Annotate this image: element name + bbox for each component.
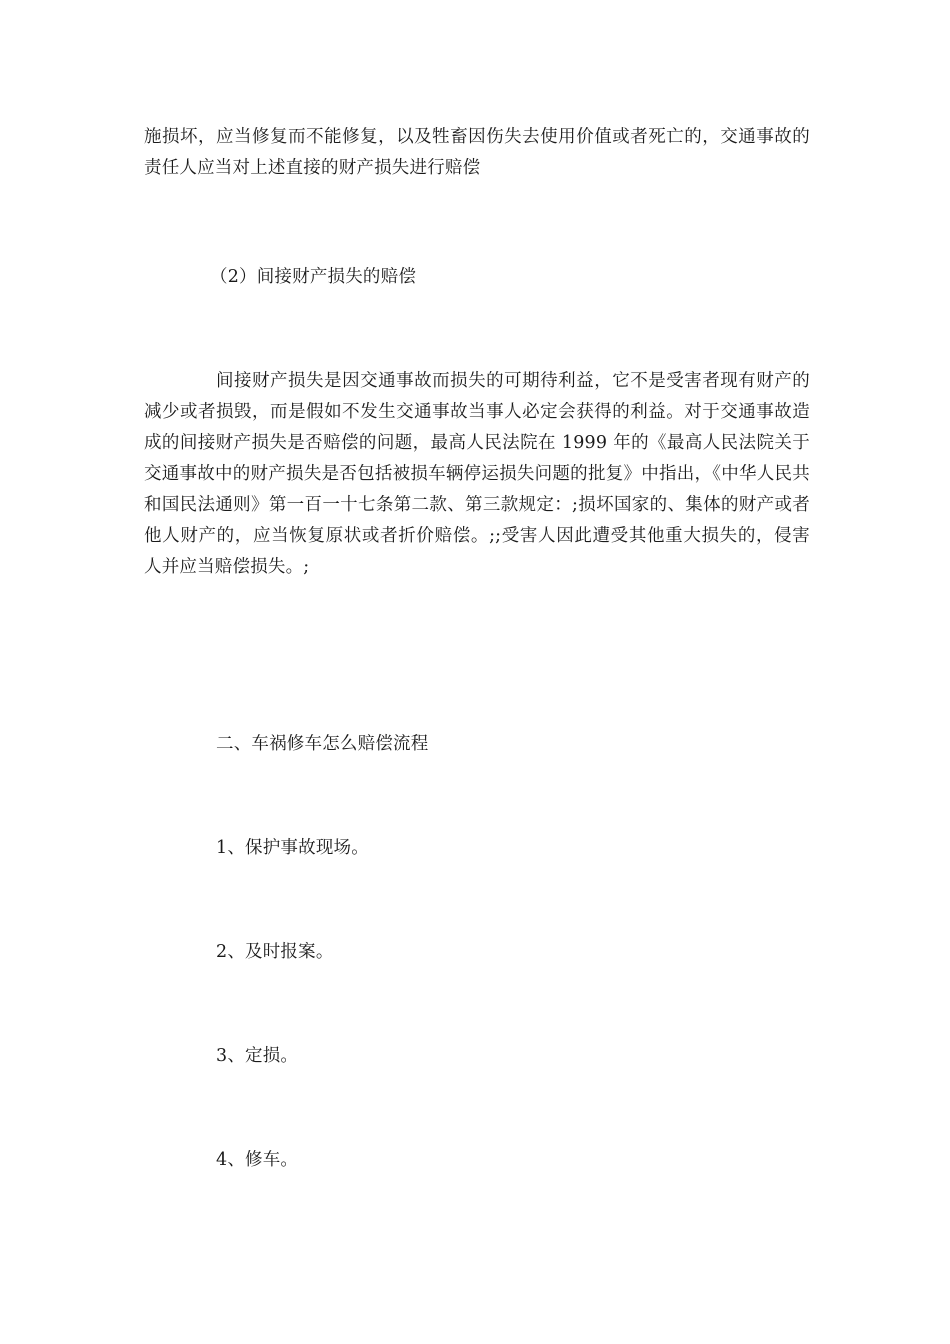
- continuation-paragraph: 施损坏，应当修复而不能修复，以及牲畜因伤失去使用价值或者死亡的，交通事故的责任人应当对上述直接的财产损失进行赔偿: [144, 127, 810, 178]
- indirect-loss-paragraph: 间接财产损失是因交通事故而损失的可期待利益，它不是受害者现有财产的减少或者损毁，而是假如不发生交通事故当事人必定会获得的利益。对于交通事故造成的间接财产损失是否赔偿的问题，最高人民法院在 1999 年的《最高人民法院关于交通事故中的财产损失是否包括被损车辆停运损失问题的批复》中指出，《中华人民共和国民法通则》第一百一十七条第二款、第三款规定：;损坏国家的、集体的财产或者他人财产的，应当恢复原状或者折价赔偿。;;受害人因此遭受其他重大损失的，侵害人并应当赔偿损失。;: [144, 371, 810, 577]
- subheading-indirect-loss: （2）间接财产损失的赔偿: [210, 267, 417, 287]
- step-item: 4、修车。: [216, 1150, 299, 1170]
- step-item: 2、及时报案。: [216, 942, 334, 962]
- step-item: 3、定损。: [216, 1046, 299, 1066]
- step-item: 1、保护事故现场。: [216, 838, 369, 858]
- section-two-title: 二、车祸修车怎么赔偿流程: [216, 734, 429, 754]
